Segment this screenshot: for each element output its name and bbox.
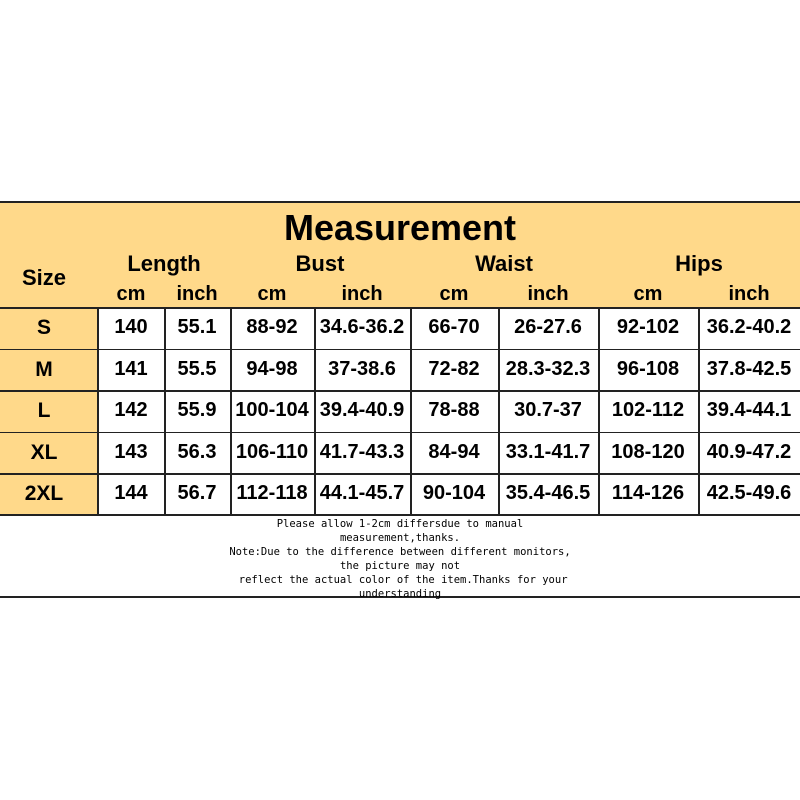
table-divider xyxy=(0,307,800,309)
table-cell: 143 xyxy=(114,440,148,463)
table-divider xyxy=(97,307,99,515)
table-cell: 106-110 xyxy=(235,440,309,463)
unit-header: cm xyxy=(257,283,287,305)
table-cell: 37-38.6 xyxy=(328,357,396,380)
unit-header: inch xyxy=(176,283,218,305)
table-row xyxy=(0,390,800,432)
table-cell: 35.4-46.5 xyxy=(505,482,591,505)
table-cell: 44.1-45.7 xyxy=(319,482,405,505)
table-cell: 56.3 xyxy=(177,440,217,463)
table-divider xyxy=(0,432,800,434)
size-cell: L xyxy=(37,399,51,423)
unit-header: inch xyxy=(341,283,383,305)
table-cell: 144 xyxy=(114,482,148,505)
table-header xyxy=(0,201,800,307)
table-divider xyxy=(598,307,600,515)
table-cell: 96-108 xyxy=(616,357,680,380)
group-header-hips: Hips xyxy=(675,251,723,276)
table-cell: 94-98 xyxy=(246,357,298,380)
table-cell: 102-112 xyxy=(611,399,685,422)
table-cell: 37.8-42.5 xyxy=(706,357,792,380)
note-line: Please allow 1-2cm differsdue to manual xyxy=(276,518,524,530)
table-cell: 84-94 xyxy=(428,440,480,463)
size-cell: M xyxy=(35,357,53,381)
table-cell: 142 xyxy=(114,399,148,422)
table-cell: 112-118 xyxy=(236,482,308,505)
table-divider xyxy=(314,307,316,515)
chart-title: Measurement xyxy=(283,207,517,248)
table-cell: 42.5-49.6 xyxy=(706,482,792,505)
table-cell: 40.9-47.2 xyxy=(706,440,792,463)
table-divider xyxy=(0,473,800,475)
unit-header: cm xyxy=(116,283,146,305)
table-cell: 30.7-37 xyxy=(514,399,582,422)
table-divider xyxy=(230,307,232,515)
table-cell: 114-126 xyxy=(611,482,685,505)
group-header-bust: Bust xyxy=(295,251,345,276)
group-header-waist: Waist xyxy=(475,251,533,276)
table-row xyxy=(0,349,800,391)
size-column-header: Size xyxy=(21,265,67,290)
table-cell: 55.9 xyxy=(177,399,217,422)
table-cell: 41.7-43.3 xyxy=(319,440,405,463)
table-cell: 92-102 xyxy=(616,316,680,338)
table-cell: 39.4-44.1 xyxy=(706,399,792,422)
table-cell: 55.1 xyxy=(177,316,217,338)
table-cell: 88-92 xyxy=(246,316,298,338)
table-divider xyxy=(698,307,700,515)
table-cell: 39.4-40.9 xyxy=(319,399,405,422)
size-cell: XL xyxy=(30,440,58,464)
table-divider xyxy=(410,307,412,515)
table-body xyxy=(0,307,800,515)
note-line: the picture may not xyxy=(339,560,461,572)
table-row xyxy=(0,307,800,349)
table-divider xyxy=(0,349,800,351)
table-cell: 26-27.6 xyxy=(514,316,582,338)
table-cell: 33.1-41.7 xyxy=(505,440,591,463)
table-cell: 72-82 xyxy=(428,357,480,380)
table-cell: 108-120 xyxy=(611,440,685,463)
table-cell: 140 xyxy=(114,316,148,338)
unit-header: cm xyxy=(439,283,469,305)
table-cell: 28.3-32.3 xyxy=(505,357,591,380)
size-chart xyxy=(0,201,800,598)
size-cell: 2XL xyxy=(24,482,64,506)
size-cell: S xyxy=(36,316,51,339)
table-cell: 141 xyxy=(114,357,148,380)
disclaimer-note xyxy=(0,515,800,598)
table-cell: 66-70 xyxy=(428,316,480,338)
table-cell: 100-104 xyxy=(235,399,309,422)
table-cell: 34.6-36.2 xyxy=(319,316,405,338)
table-cell: 78-88 xyxy=(428,399,480,422)
table-row xyxy=(0,432,800,474)
unit-header: inch xyxy=(728,283,770,305)
table-cell: 90-104 xyxy=(422,482,486,505)
unit-header: inch xyxy=(527,283,569,305)
note-line: reflect the actual color of the item.Thanks for your xyxy=(232,574,568,586)
table-cell: 36.2-40.2 xyxy=(706,316,792,338)
note-line: Note:Due to the difference between different monitors, xyxy=(229,546,571,558)
table-row xyxy=(0,473,800,515)
group-header-length: Length xyxy=(127,251,201,276)
note-line: understanding xyxy=(358,588,442,600)
note-line: measurement,thanks. xyxy=(339,532,461,544)
table-divider xyxy=(164,307,166,515)
table-cell: 56.7 xyxy=(177,482,217,505)
unit-header: cm xyxy=(633,283,663,305)
table-divider xyxy=(0,390,800,392)
table-divider xyxy=(498,307,500,515)
table-cell: 55.5 xyxy=(177,357,217,380)
